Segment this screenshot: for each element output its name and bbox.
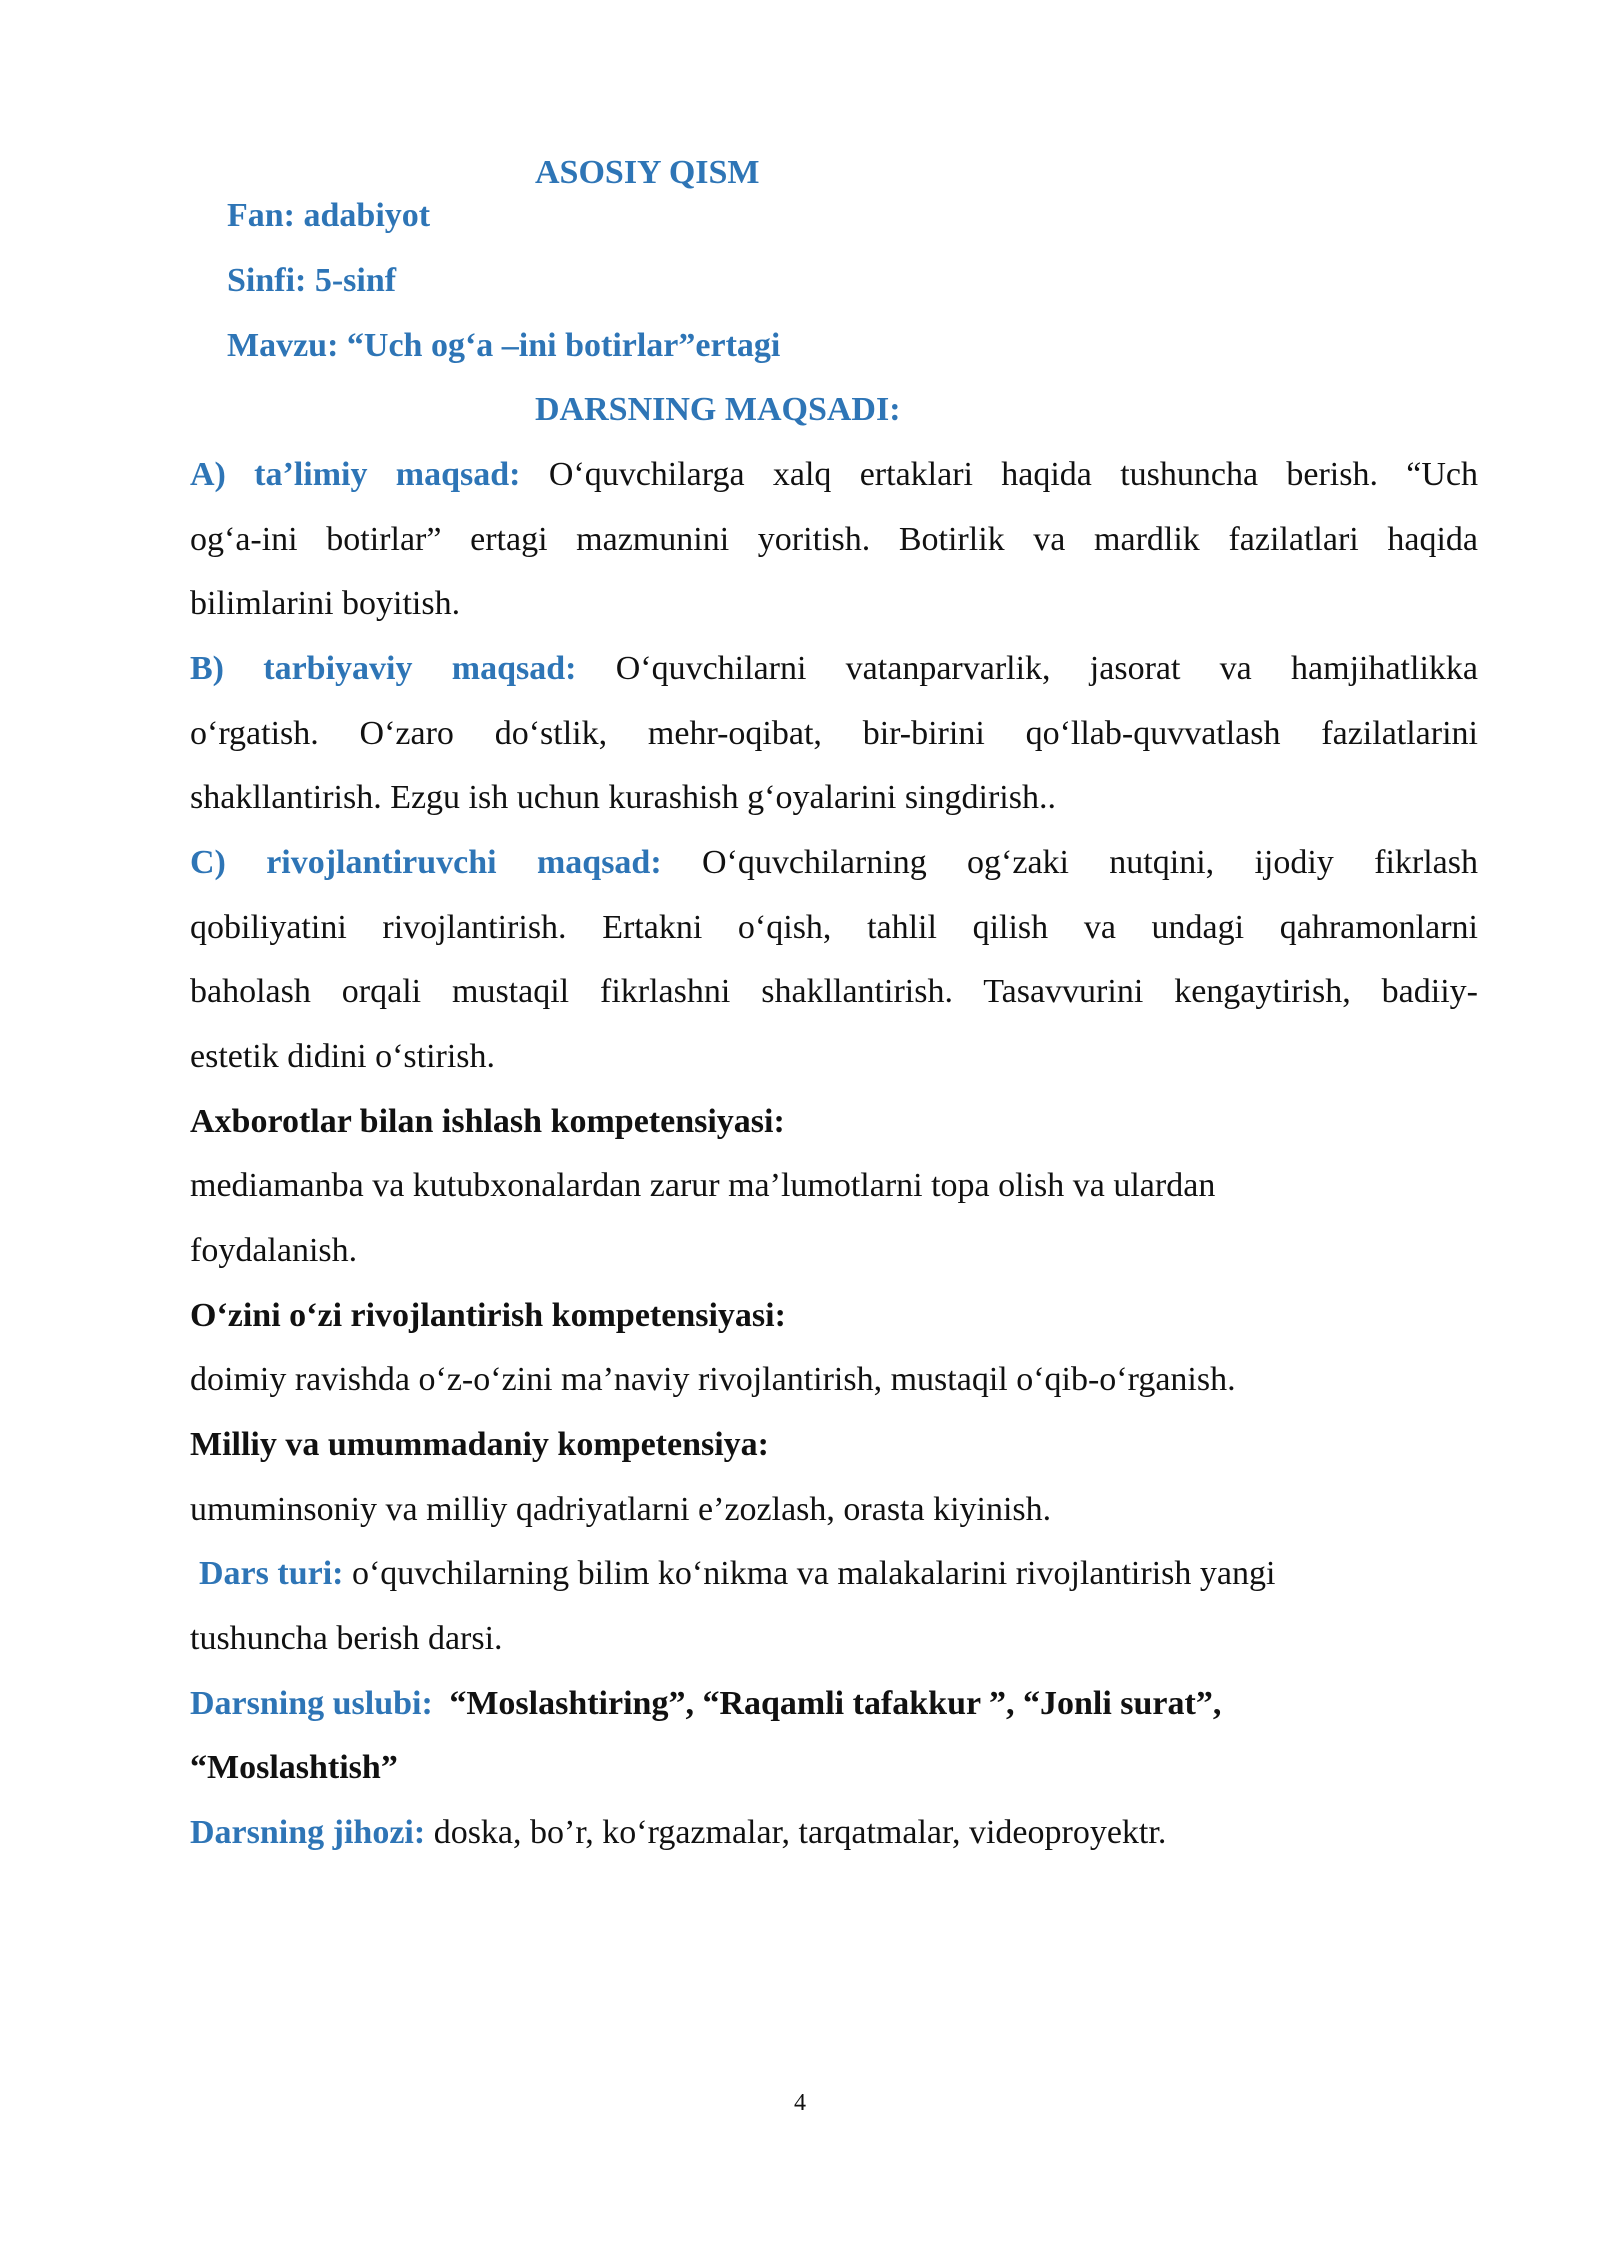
competency-heading: Axborotlar bilan ishlash kompetensiyasi:	[190, 1103, 785, 1140]
goal-b-line: o‘rgatish. O‘zaro do‘stlik, mehr-oqibat, bir-birini qo‘llab-quvvatlash fazilatlarini	[190, 715, 1478, 752]
goal-b-line: shakllantirish. Ezgu ish uchun kurashish g‘oyalarini singdirish..	[190, 779, 1056, 816]
goal-a-line: og‘a-ini botirlar” ertagi mazmunini yoritish. Botirlik va mardlik fazilatlari haqida	[190, 521, 1478, 558]
competency-text: foydalanish.	[190, 1232, 358, 1269]
lesson-method-line	[190, 1684, 1221, 1724]
lesson-equipment-label: Darsning jihozi:	[190, 1814, 426, 1851]
lesson-method-text: “Moslashtiring”, “Raqamli tafakkur ”, “Jonli surat”,	[449, 1685, 1222, 1722]
goal-b-text: O‘quvchilarni vatanparvarlik, jasorat va hamjihatlikka	[615, 650, 1478, 687]
subject-line: Fan: adabiyot	[227, 197, 431, 234]
lesson-method-label: Darsning uslubi:	[190, 1685, 433, 1722]
goal-b-first-line	[190, 649, 1478, 689]
lesson-type-line: tushuncha berish darsi.	[190, 1620, 503, 1657]
competency-text: doimiy ravishda o‘z-o‘zini ma’naviy rivojlantirish, mustaqil o‘qib-o‘rganish.	[190, 1361, 1236, 1398]
goal-a-line: bilimlarini boyitish.	[190, 585, 461, 622]
competency-text: umuminsoniy va milliy qadriyatlarni e’zozlash, orasta kiyinish.	[190, 1491, 1052, 1528]
goal-c-line: estetik didini o‘stirish.	[190, 1038, 496, 1075]
goal-b-label: B) tarbiyaviy maqsad:	[190, 650, 577, 687]
lesson-equipment-text: doska, bo’r, ko‘rgazmalar, tarqatmalar, videoproyektr.	[433, 1814, 1167, 1851]
goal-a-first-line	[190, 455, 1478, 495]
goal-c-label: C) rivojlantiruvchi maqsad:	[190, 844, 662, 881]
topic-line: Mavzu: “Uch og‘a –ini botirlar”ertagi	[227, 327, 781, 364]
competency-heading: Milliy va umummadaniy kompetensiya:	[190, 1426, 769, 1463]
goals-title: DARSNING MAQSADI:	[535, 391, 901, 428]
page-number: 4	[794, 2090, 806, 2116]
goal-c-line: qobiliyatini rivojlantirish. Ertakni o‘qish, tahlil qilish va undagi qahramonlarni	[190, 909, 1478, 946]
competency-heading: O‘zini o‘zi rivojlantirish kompetensiyasi:	[190, 1297, 786, 1334]
section-title: ASOSIY QISM	[535, 154, 760, 191]
grade-line: Sinfi: 5-sinf	[227, 262, 397, 299]
goal-a-text: O‘quvchilarga xalq ertaklari haqida tushuncha berish. “Uch	[548, 456, 1479, 493]
goal-c-line: baholash orqali mustaqil fikrlashni shakllantirish. Tasavvurini kengaytirish, badiiy-	[190, 973, 1478, 1010]
lesson-type-text: o‘quvchilarning bilim ko‘nikma va malakalarini rivojlantirish yangi	[351, 1555, 1276, 1592]
goal-a-label: A) ta’limiy maqsad:	[190, 456, 521, 493]
lesson-equipment-line	[190, 1813, 1166, 1853]
goal-c-text: O‘quvchilarning og‘zaki nutqini, ijodiy fikrlash	[701, 844, 1478, 881]
goal-c-first-line	[190, 843, 1478, 883]
lesson-type-label: Dars turi:	[199, 1555, 344, 1592]
lesson-method-line: “Moslashtish”	[190, 1749, 398, 1786]
lesson-type-line	[199, 1554, 1275, 1594]
competency-text: mediamanba va kutubxonalardan zarur ma’lumotlarni topa olish va ulardan	[190, 1167, 1216, 1204]
